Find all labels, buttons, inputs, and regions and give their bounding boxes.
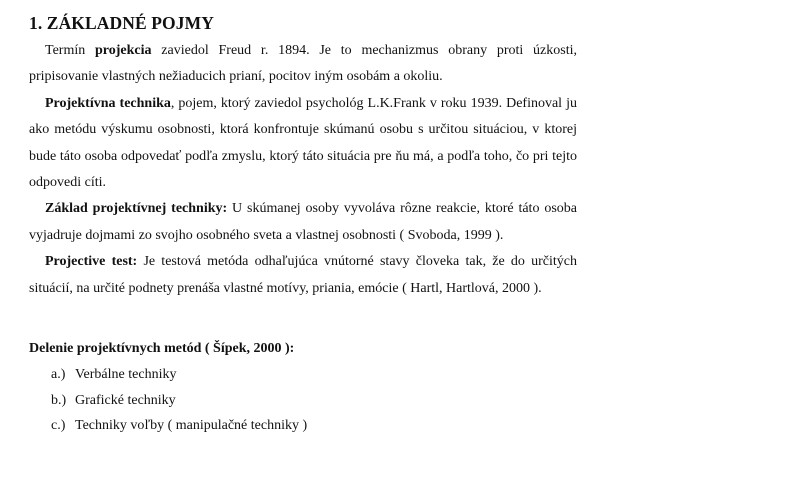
list-heading: Delenie projektívnych metód ( Šípek, 2000 ): xyxy=(29,341,295,357)
paragraph-projekcia xyxy=(29,38,577,91)
document-page xyxy=(29,10,577,438)
paragraph-zaklad-projektivnej-techniky xyxy=(29,196,577,249)
paragraph-text: Je testová metóda odhaľujúca vnútorné stavy človeka tak, že do určitých situácií, na určité podnety prenáša vlastné motívy, priania, emócie ( Hartl, Hartlová, 2000 ). xyxy=(29,254,577,296)
section-heading: 1. ZÁKLADNÉ POJMY xyxy=(29,13,214,33)
list-marker: a.) xyxy=(51,367,66,383)
list-item-text: Verbálne techniky xyxy=(75,367,177,383)
paragraph-text: , pojem, ktorý zaviedol psychológ L.K.Frank v roku 1939. Definoval ju ako metódu výskumu osobnosti, ktorá konfrontuje skúmanú osobu s určitou situáciou, v ktorej bude táto osoba odpovedať podľa zmyslu, ktorý táto situácia pre ňu má, a podľa toho, čo pri tejto odpovedi cíti. xyxy=(29,95,577,191)
blank-line xyxy=(29,302,577,328)
paragraph-projektivna-technika xyxy=(29,91,577,197)
term-zaklad-projektivnej-techniky: Základ projektívnej techniky: xyxy=(45,201,228,217)
paragraph-text: zaviedol Freud r. 1894. Je to mechanizmus obrany proti úzkosti, pripisovanie vlastných nežiaducich prianí, pocitov iným osobám a okoliu. xyxy=(29,43,578,85)
paragraph-projective-test xyxy=(29,249,577,302)
list-item-text: Techniky voľby ( manipulačné techniky ) xyxy=(75,418,308,434)
list-marker: b.) xyxy=(51,392,67,408)
term-projektivna-technika: Projektívna technika xyxy=(45,95,171,111)
list-marker: c.) xyxy=(51,418,66,434)
term-projekcia: projekcia xyxy=(95,43,152,58)
term-projective-test: Projective test: xyxy=(45,254,138,270)
list-item xyxy=(51,362,577,387)
paragraph-text: U skúmanej osoby vyvoláva rôzne reakcie, ktoré táto osoba vyjadruje dojmami zo svojho osobného sveta a vlastnej osobnosti ( Svoboda, 1999 ). xyxy=(29,201,577,243)
list-item xyxy=(51,388,577,413)
list-item-text: Grafické techniky xyxy=(75,392,176,408)
list-item xyxy=(51,413,577,438)
method-list xyxy=(29,362,577,438)
paragraph-text-before: Termín xyxy=(45,43,96,58)
